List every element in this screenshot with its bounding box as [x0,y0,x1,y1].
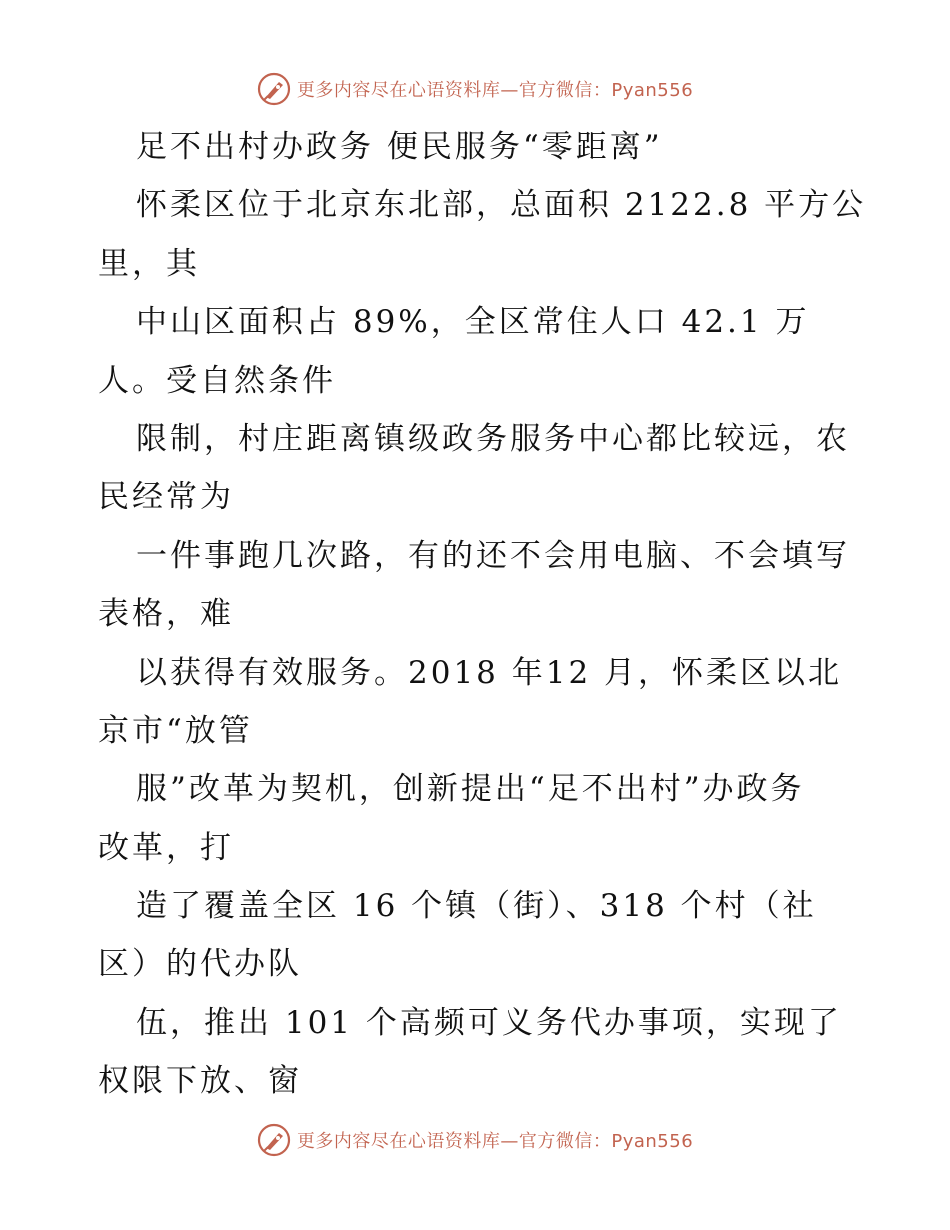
paragraph-line: 区）的代办队 [98,946,302,983]
document-title-line: 足不出村办政务 便民服务“零距离” [136,129,663,165]
paragraph-line: 怀柔区位于北京东北部，总面积 2122.8 平方公 [136,187,867,224]
paragraph-line: 服”改革为契机，创新提出“足不出村”办政务 [136,771,805,808]
paragraph-line: 权限下放、窗 [98,1063,302,1100]
paragraph-line: 一件事跑几次路，有的还不会用电脑、不会填写 [136,537,850,574]
pen-nib-logo-icon [257,1123,291,1157]
paragraph-line: 改革，打 [98,829,234,866]
pen-nib-logo-icon [257,72,291,106]
document-body [98,118,868,1111]
paragraph-line: 限制，村庄距离镇级政务服务中心都比较远，农 [136,420,850,457]
paragraph-line: 民经常为 [98,479,234,516]
paragraph-line: 伍，推出 101 个高频可义务代办事项，实现了 [136,1004,842,1041]
watermark-text: 更多内容尽在心语资料库—官方微信：Pyan556 [296,80,694,101]
paragraph-line: 造了覆盖全区 16 个镇（街）、318 个村（社 [136,888,817,925]
paragraph-line: 里，其 [98,245,200,282]
header-watermark [0,72,950,106]
paragraph-line: 中山区面积占 89%，全区常住人口 42.1 万 [136,304,810,341]
paragraph-line: 京市“放管 [98,712,253,749]
paragraph-line: 人。受自然条件 [98,362,336,399]
footer-watermark [0,1123,950,1157]
watermark-text: 更多内容尽在心语资料库—官方微信：Pyan556 [296,1131,694,1152]
paragraph-line: 以获得有效服务。2018 年12 月，怀柔区以北 [136,654,843,691]
paragraph-line: 表格，难 [98,596,234,633]
